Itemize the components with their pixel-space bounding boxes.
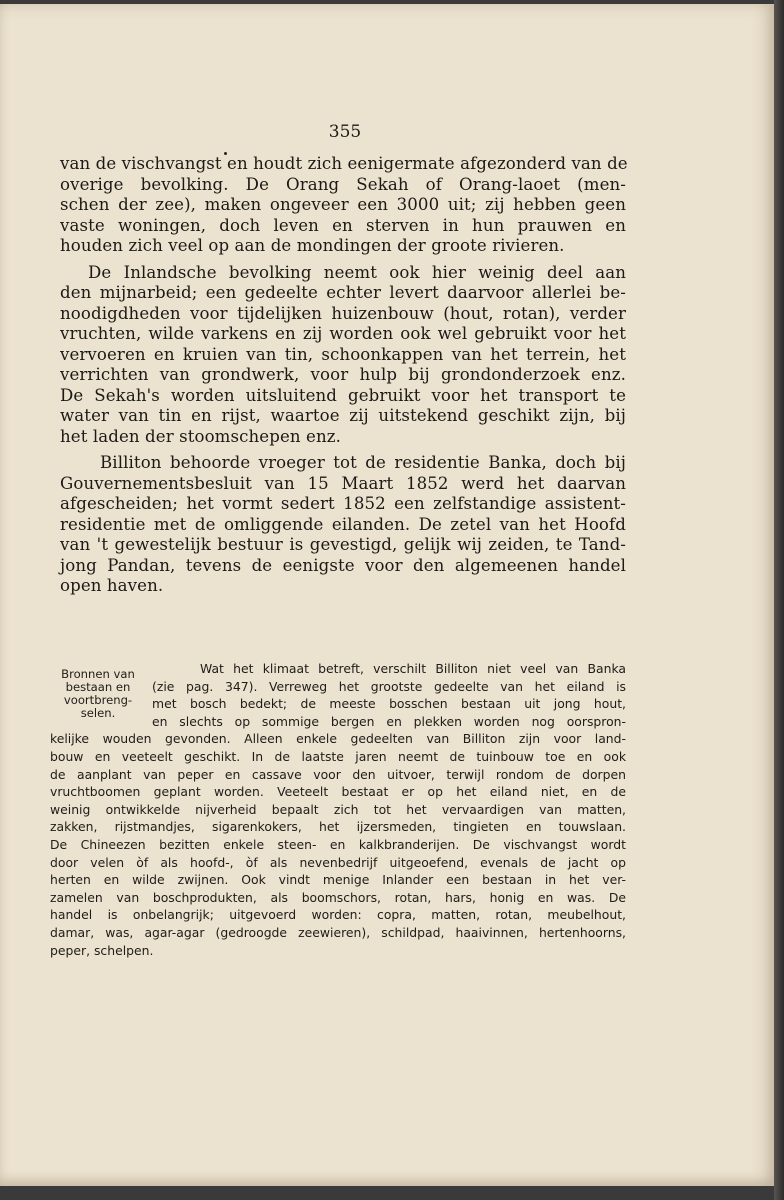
small-text-line: handel is onbelangrijk; uitgevoerd worden: copra, matten, rotan, meubelhout, [50,907,626,923]
small-text-line: en slechts op sommige bergen en plekken worden nog oorspron- [152,713,626,729]
margin-note-line: bestaan en [65,680,131,694]
book-page [0,4,774,1186]
text-line: het laden der stoomschepen enz. [60,426,341,446]
small-text-line: zakken, rijstmandjes, sigarenkokers, het ijzersmeden, tingieten en touwslaan. [50,819,626,835]
text-line: houden zich veel op aan de mondingen der groote rivieren. [60,236,565,255]
small-print-section [50,660,626,959]
text-line: jong Pandan, tevens de eenigste voor den algemeenen handel [60,555,626,575]
small-text-line: Wat het klimaat betreft, verschilt Billiton niet veel van Banka [200,661,626,676]
margin-note-line: voortbreng- [63,693,133,707]
page-number: 355 [328,122,362,142]
text-line: vervoeren en kruien van tin, schoonkappen van het terrein, het [60,344,626,364]
small-text-line: door velen òf als hoofd-, òf als nevenbedrijf uitgeoefend, evenals de jacht op [50,854,626,870]
small-text-line: met bosch bedekt; de meeste bosschen bestaan uit jong hout, [152,696,626,712]
text-line: afgescheiden; het vormt sedert 1852 een zelfstandige assistent- [60,494,626,513]
text-line: open haven. [60,576,164,595]
text-line: vaste woningen, doch leven en sterven in hun prauwen en [60,215,626,235]
text-line: overige bevolking. De Orang Sekah of Orang-laoet (men- [60,174,626,194]
paragraph-2 [60,263,626,448]
text-line: Billiton behoorde vroeger tot de residentie Banka, doch bij [100,453,626,472]
text-line: van 't gewestelijk bestuur is gevestigd, gelijk wij zeiden, te Tand- [60,535,626,554]
margin-note-line: selen. [80,706,116,720]
text-line: Gouvernementsbesluit van 15 Maart 1852 werd het daarvan [60,473,626,493]
small-text-line: weinig ontwikkelde nijverheid bepaalt zich tot het vervaardigen van matten, [50,801,626,817]
small-text-line: vruchtboomen geplant worden. Veeteelt bestaat er op het eiland niet, en de [50,784,626,800]
small-text-line: herten en wilde zwijnen. Ook vindt menige Inlander een bestaan in het ver- [50,872,626,888]
text-line: den mijnarbeid; een gedeelte echter levert daarvoor allerlei be- [60,283,626,302]
small-text-line: peper, schelpen. [50,942,154,958]
small-text-line: De Chineezen bezitten enkele steen- en kalkbranderijen. De vischvangst wordt [50,836,626,852]
main-text [60,154,626,597]
text-line: van de vischvangst en houdt zich eenigermate afgezonderd van de [60,154,628,173]
margin-note-line: Bronnen van [61,667,135,681]
small-text-line: damar, was, agar-agar (gedroogde zeewieren), schildpad, haaivinnen, hertenhoorns, [50,924,626,940]
text-line: water van tin en rijst, waartoe zij uitstekend geschikt zijn, bij [60,406,626,425]
paragraph-3 [60,453,626,597]
small-text-line: bouw en veeteelt geschikt. In de laatste jaren neemt de tuinbouw toe en ook [50,748,626,764]
small-text-line: zamelen van boschprodukten, als boomschors, rotan, hars, honig en was. De [50,889,626,905]
small-text-line: de aanplant van peper en cassave voor den uitvoer, terwijl rondom de dorpen [50,766,626,782]
small-text-line: (zie pag. 347). Verreweg het grootste gedeelte van het eiland is [152,678,626,694]
text-line: verrichten van grondwerk, voor hulp bij grondonderzoek enz. [60,365,626,384]
paragraph-1 [60,154,626,257]
text-line: schen der zee), maken ongeveer een 3000 uit; zij hebben geen [60,195,626,214]
text-line: vruchten, wilde varkens en zij worden ook wel gebruikt voor het [60,324,626,343]
text-line: noodigdheden voor tijdelijken huizenbouw (hout, rotan), verder [60,303,626,323]
text-line: De Sekah's worden uitsluitend gebruikt voor het transport te [60,385,626,405]
text-line: residentie met de omliggende eilanden. De zetel van het Hoofd [60,514,626,534]
page-edge-shadow [774,0,784,1200]
text-line: De Inlandsche bevolking neemt ook hier weinig deel aan [88,262,626,282]
small-text-line: kelijke wouden gevonden. Alleen enkele gedeelten van Billiton zijn voor land- [50,731,626,747]
